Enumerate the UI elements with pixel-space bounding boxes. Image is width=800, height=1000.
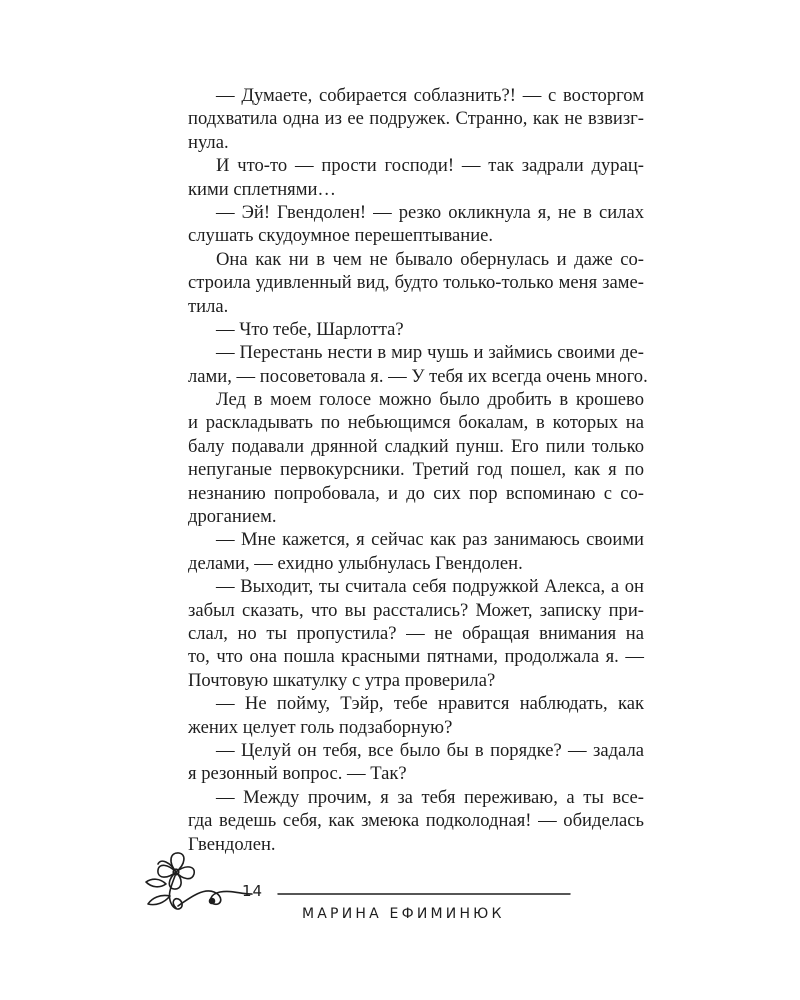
text-line: я резонный вопрос. — Так? bbox=[188, 763, 407, 785]
text-line: — Думаете, собирается соблазнить?! — с восторгом bbox=[216, 85, 644, 106]
text-line: лами, — посоветовала я. — У тебя их всегда очень много. bbox=[188, 365, 648, 387]
text-line: непуганые первокурсники. Третий год пошел, как я по bbox=[188, 459, 644, 481]
author-name: МАРИНА ЕФИМИНЮК bbox=[302, 906, 505, 922]
text-line: тила. bbox=[188, 295, 229, 317]
text-line: дроганием. bbox=[188, 506, 277, 528]
text-line: то, что она пошла красными пятнами, продолжала я. — bbox=[188, 646, 644, 668]
text-line: И что-то — прости господи! — так задрали дурац- bbox=[216, 155, 644, 177]
text-line: строила удивленный вид, будто только-только меня заме- bbox=[188, 272, 644, 294]
text-line: незнанию попробовала, и до сих пор вспоминаю с со- bbox=[188, 482, 644, 504]
text-line: Почтовую шкатулку с утра проверила? bbox=[188, 669, 496, 691]
text-line: балу подавали дрянной сладкий пунш. Его пили только bbox=[188, 435, 644, 457]
text-line: подхватила одна из ее подружек. Странно, как не взвизг- bbox=[188, 108, 644, 130]
text-line: и раскладывать по небьющимся бокалам, в которых на bbox=[188, 412, 644, 434]
text-line: — Перестань нести в мир чушь и займись своими де- bbox=[216, 342, 644, 364]
text-line: слал, но ты пропустила? — не обращая внимания на bbox=[188, 622, 644, 644]
text-line: Лед в моем голосе можно было дробить в крошево bbox=[216, 389, 644, 411]
text-line: забыл сказать, что вы расстались? Может, записку при- bbox=[188, 599, 644, 621]
text-line: — Выходит, ты считала себя подружкой Алекса, а он bbox=[216, 576, 644, 598]
page-number: 14 bbox=[242, 882, 264, 900]
text-line: — Целуй он тебя, все было бы в порядке? — задала bbox=[216, 739, 644, 761]
text-line: — Мне кажется, я сейчас как раз занимаюсь своими bbox=[216, 529, 644, 551]
text-line: — Что тебе, Шарлотта? bbox=[216, 318, 404, 340]
text-line: Гвендолен. bbox=[188, 833, 276, 855]
text-line: — Не пойму, Тэйр, тебе нравится наблюдать, как bbox=[216, 693, 644, 715]
text-line: гда ведешь себя, как змеюка подколодная! — обиделась bbox=[188, 810, 644, 832]
text-line: слушать скудоумное перешептывание. bbox=[188, 225, 494, 247]
text-line: делами, — ехидно улыбнулась Гвендолен. bbox=[188, 552, 523, 574]
text-line: — Между прочим, я за тебя переживаю, а ты все- bbox=[216, 786, 644, 808]
text-line: жених целует голь подзаборную? bbox=[188, 716, 453, 738]
text-line: кими сплетнями… bbox=[188, 178, 337, 200]
text-line: — Эй! Гвендолен! — резко окликнула я, не в силах bbox=[216, 201, 644, 223]
text-line: нула. bbox=[188, 131, 229, 153]
text-line: Она как ни в чем не бывало обернулась и даже со- bbox=[216, 248, 644, 270]
